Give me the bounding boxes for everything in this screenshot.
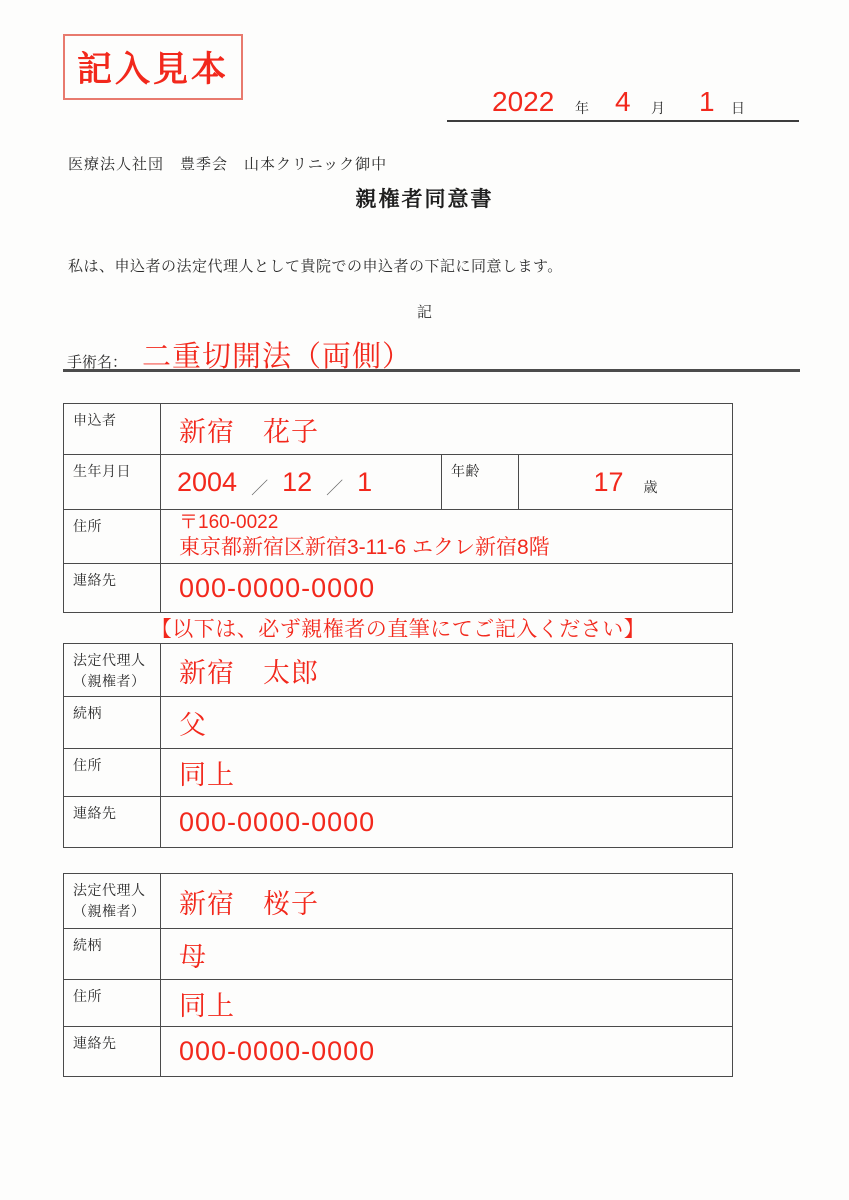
guardian2-label-line2: （親権者）	[73, 905, 146, 920]
guardian1-address-value: 同上	[160, 749, 732, 796]
applicant-table	[63, 403, 733, 613]
sample-entry-stamp-text: 記入見本	[76, 50, 229, 89]
guardian2-table	[63, 873, 733, 1077]
handwriting-notice: 【以下は、必ず親権者の直筆にてご記入ください】	[150, 618, 646, 641]
guardian1-contact-label: 連絡先	[73, 807, 117, 822]
guardian2-address-value: 同上	[160, 980, 732, 1026]
guardian1-name-row	[64, 644, 732, 696]
guardian1-name-value: 新宿 太郎	[160, 644, 732, 696]
guardian2-address-row	[64, 979, 732, 1026]
postal-code: 〒160-0022	[179, 511, 279, 533]
sample-entry-stamp	[63, 34, 243, 100]
age-value: 17	[593, 466, 624, 497]
date-year-value: 2022	[492, 86, 555, 117]
surgery-name-value: 二重切開法（両側）	[142, 341, 413, 373]
applicant-name-value: 新宿 花子	[160, 404, 732, 454]
guardian2-name-value: 新宿 桜子	[160, 874, 732, 928]
guardian2-contact-row	[64, 1026, 732, 1076]
age-unit: 歳	[643, 481, 658, 496]
guardian1-address-row	[64, 748, 732, 796]
surgery-name-underline	[63, 369, 800, 372]
date-line	[447, 80, 799, 122]
date-month-unit: 月	[651, 102, 665, 117]
addressee-line: 医療法人社団 豊季会 山本クリニック御中	[68, 157, 388, 173]
date-day-value: 1	[699, 86, 715, 117]
guardian1-relation-value: 父	[160, 697, 732, 748]
guardian1-table	[63, 643, 733, 848]
birth-year: 2004	[177, 466, 238, 497]
age-value-cell	[518, 455, 732, 509]
applicant-address-value	[160, 510, 732, 563]
applicant-contact-value: 000-0000-0000	[160, 564, 732, 612]
birth-month: 12	[282, 466, 313, 497]
date-year-unit: 年	[575, 102, 589, 117]
applicant-address-row	[64, 509, 732, 563]
guardian2-name-row	[64, 874, 732, 928]
birthdate-label: 生年月日	[73, 465, 131, 480]
applicant-birthdate-row	[64, 454, 732, 509]
guardian2-contact-value: 000-0000-0000	[160, 1027, 732, 1076]
consent-statement: 私は、申込者の法定代理人として貴院での申込者の下記に同意します。	[68, 259, 563, 275]
guardian1-address-label: 住所	[73, 759, 102, 774]
guardian1-contact-value: 000-0000-0000	[160, 797, 732, 847]
applicant-contact-row	[64, 563, 732, 612]
guardian1-label-line2: （親権者）	[73, 675, 146, 690]
birthdate-value	[160, 455, 441, 509]
guardian2-label-line1: 法定代理人	[73, 884, 146, 899]
section-mark: 記	[416, 305, 432, 321]
page-title: 親権者同意書	[355, 187, 494, 211]
applicant-name-row	[64, 404, 732, 454]
age-label: 年齢	[441, 455, 518, 509]
birth-day: 1	[357, 466, 373, 497]
street-address: 東京都新宿区新宿3-11-6 エクレ新宿8階	[179, 535, 550, 559]
birth-separator-1: ／	[251, 478, 269, 498]
date-day-unit: 日	[731, 102, 745, 117]
guardian1-name-label	[64, 644, 160, 696]
guardian2-relation-label: 続柄	[73, 939, 102, 954]
guardian2-name-label	[64, 874, 160, 928]
guardian1-contact-row	[64, 796, 732, 847]
guardian2-relation-row	[64, 928, 732, 979]
guardian1-relation-row	[64, 696, 732, 748]
birth-separator-2: ／	[326, 478, 344, 498]
applicant-address-label: 住所	[73, 520, 102, 535]
guardian2-contact-label: 連絡先	[73, 1037, 117, 1052]
guardian2-address-label: 住所	[73, 990, 102, 1005]
guardian1-label-line1: 法定代理人	[73, 654, 146, 669]
applicant-name-label: 申込者	[73, 414, 117, 429]
guardian2-relation-value: 母	[160, 929, 732, 979]
guardian1-relation-label: 続柄	[73, 707, 102, 722]
surgery-name-label: 手術名：	[67, 355, 128, 371]
applicant-contact-label: 連絡先	[73, 574, 117, 589]
date-month-value: 4	[615, 86, 631, 117]
